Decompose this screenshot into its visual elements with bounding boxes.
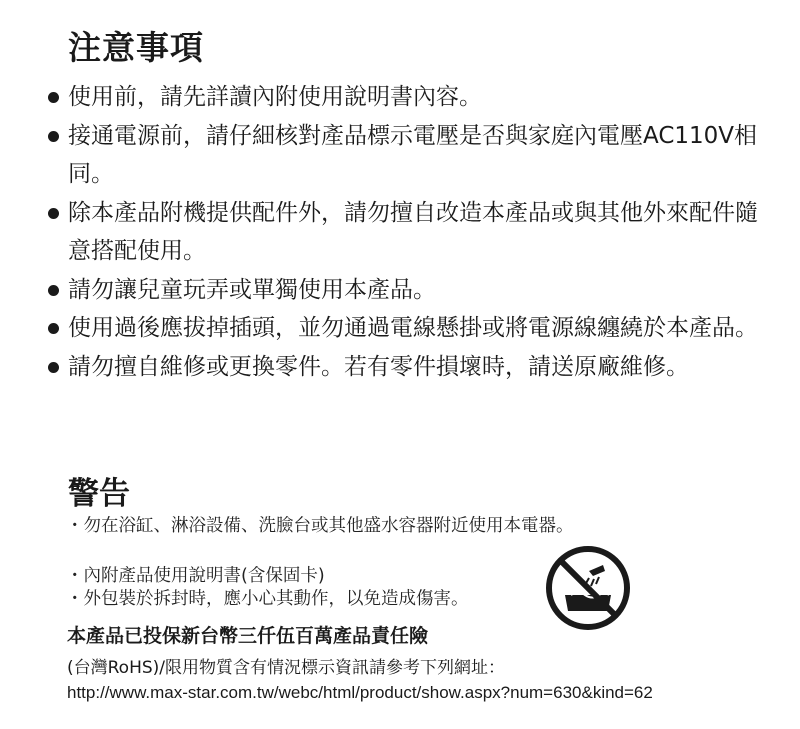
rohs-url: http://www.max-star.com.tw/webc/html/product/show.aspx?num=630&kind=62 — [67, 683, 653, 702]
notice-item — [40, 117, 760, 194]
rohs-text: (台灣RoHS)/限用物質含有情況標示資訊請參考下列網址： — [67, 658, 506, 678]
no-bath-use-icon — [545, 545, 631, 631]
bullet-icon — [48, 131, 59, 142]
warning-title: 警告 — [68, 476, 130, 512]
bullet-icon — [48, 362, 59, 373]
liability-insurance-text: 本產品已投保新台幣三仟伍百萬產品責任險 — [67, 625, 429, 647]
bullet-icon — [48, 323, 59, 334]
notice-item-text: 請勿擅自維修或更換零件。若有零件損壞時，請送原廠維修。 — [68, 353, 689, 380]
notice-item — [40, 78, 760, 117]
notice-item-text: 使用過後應拔掉插頭，並勿通過電線懸掛或將電源線纏繞於本產品。 — [68, 315, 758, 341]
notice-item — [40, 348, 760, 387]
notice-item-text: 接通電源前，請仔細核對產品標示電壓是否與家庭內電壓AC110V相同。 — [68, 122, 758, 187]
notice-item-text: 使用前，請先詳讀內附使用說明書內容。 — [68, 84, 482, 110]
notice-item — [40, 271, 760, 310]
notice-list — [40, 78, 760, 386]
warning-line-unpack: ・外包裝於拆封時，應小心其動作，以免造成傷害。 — [66, 589, 469, 609]
notice-item-text: 請勿讓兒童玩弄或單獨使用本產品。 — [68, 276, 436, 303]
bullet-icon — [48, 92, 59, 103]
notice-item-text: 除本產品附機提供配件外，請勿擅自改造本產品或與其他外來配件隨意搭配使用。 — [68, 199, 758, 264]
bullet-icon — [48, 285, 59, 296]
notice-item — [40, 194, 760, 271]
bullet-icon — [48, 208, 59, 219]
notice-item — [40, 309, 760, 348]
notice-title: 注意事項 — [68, 28, 204, 67]
warning-line-bath: ・勿在浴缸、淋浴設備、洗臉台或其他盛水容器附近使用本電器。 — [66, 516, 574, 536]
warning-line-manual: ・內附產品使用說明書(含保固卡) — [66, 566, 325, 586]
